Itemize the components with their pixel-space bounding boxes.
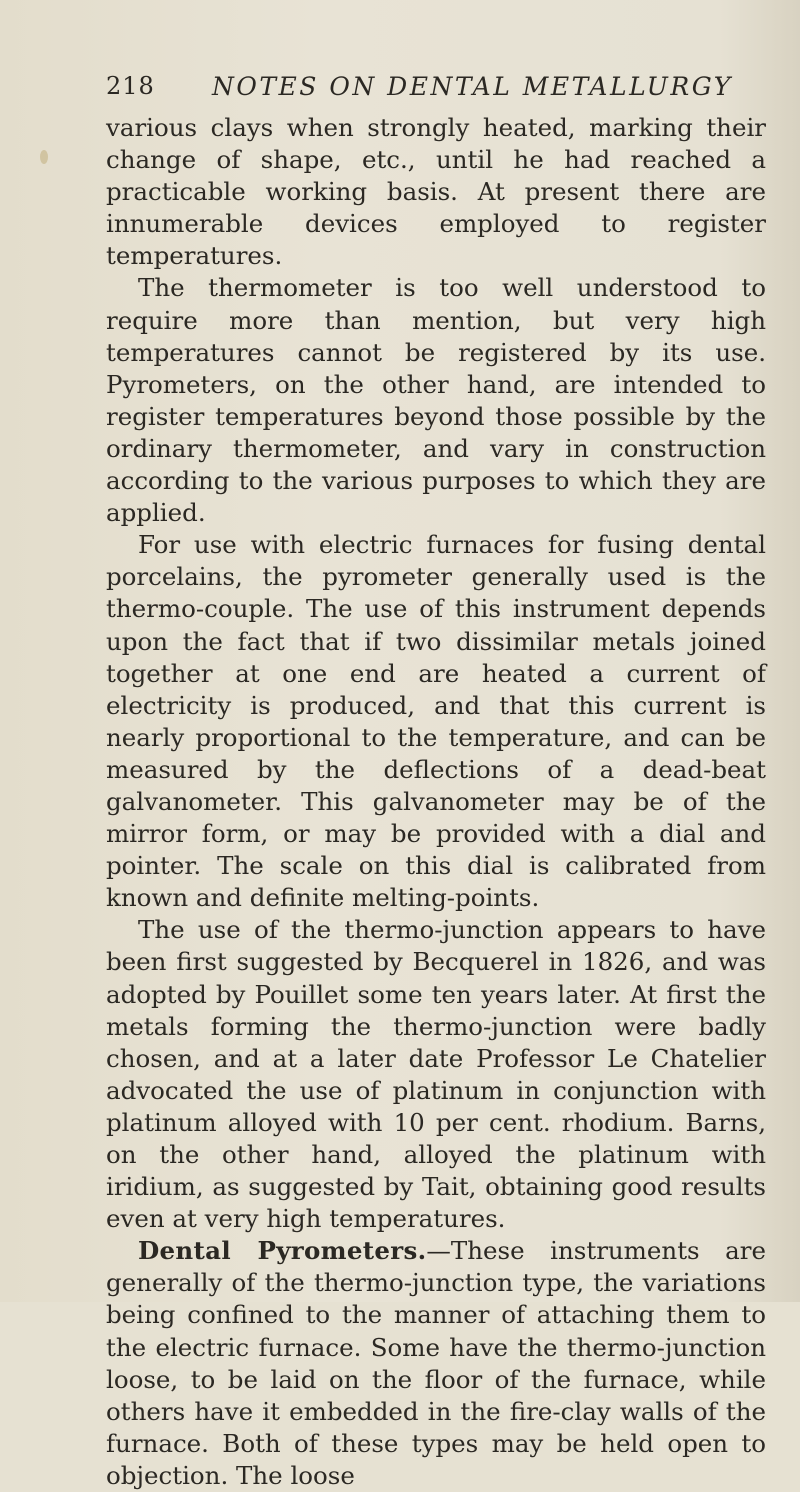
paper-stain [40, 150, 48, 164]
paragraph-3: For use with electric furnaces for fusing dental porcelains, the pyrometer generally used is the thermo-couple. The use of this instrument depends upon the fact that if two dissimilar metals joined together at one end are heated a current of electricity is produced, and that this current is nearly proportional to the temperature, and can be measured by the deflections of a dead-beat galvanometer. This galvanometer may be of the mirror form, or may be provided with a dial and pointer. The scale on this dial is calibrated from known and definite melting-points. [106, 530, 766, 913]
page-header [106, 72, 766, 112]
running-title: NOTES ON DENTAL METALLURGY [212, 72, 733, 101]
paragraph-4: The use of the thermo-junction appears to have been first suggested by Becquerel in 1826, and was adopted by Pouillet some ten years later. At first the metals forming the thermo-junction were badly chosen, and at a later date Professor Le Chatelier advocated the use of platinum in conjunction with platinum alloyed with 10 per cent. rhodium. Barns, on the other hand, alloyed the platinum with iridium, as suggested by Tait, obtaining good results even at very high temperatures. [106, 915, 766, 1234]
paragraph-5-text: —These instruments are generally of the thermo-junction type, the variations being confined to the manner of attaching them to the electric furnace. Some have the thermo-junction loose, to be laid on the floor of the furnace, while others have it embedded in the fire-clay walls of the furnace. Both of these types may be held open to objection. The loose [106, 1236, 766, 1490]
paragraph-5 [106, 1235, 766, 1492]
page-number: 218 [106, 72, 155, 100]
body-text [106, 112, 766, 1492]
paragraph-1: various clays when strongly heated, marking their change of shape, etc., until he had reached a practicable working basis. At present there are innumerable devices employed to register temperatures. [106, 113, 766, 271]
paragraph-2: The thermometer is too well understood to require more than mention, but very high temperatures cannot be registered by its use. Pyrometers, on the other hand, are intended to register temperatures beyond those possible by the ordinary thermometer, and vary in construction according to the various purposes to which they are applied. [106, 273, 766, 528]
section-heading: Dental Pyrometers. [138, 1236, 427, 1266]
